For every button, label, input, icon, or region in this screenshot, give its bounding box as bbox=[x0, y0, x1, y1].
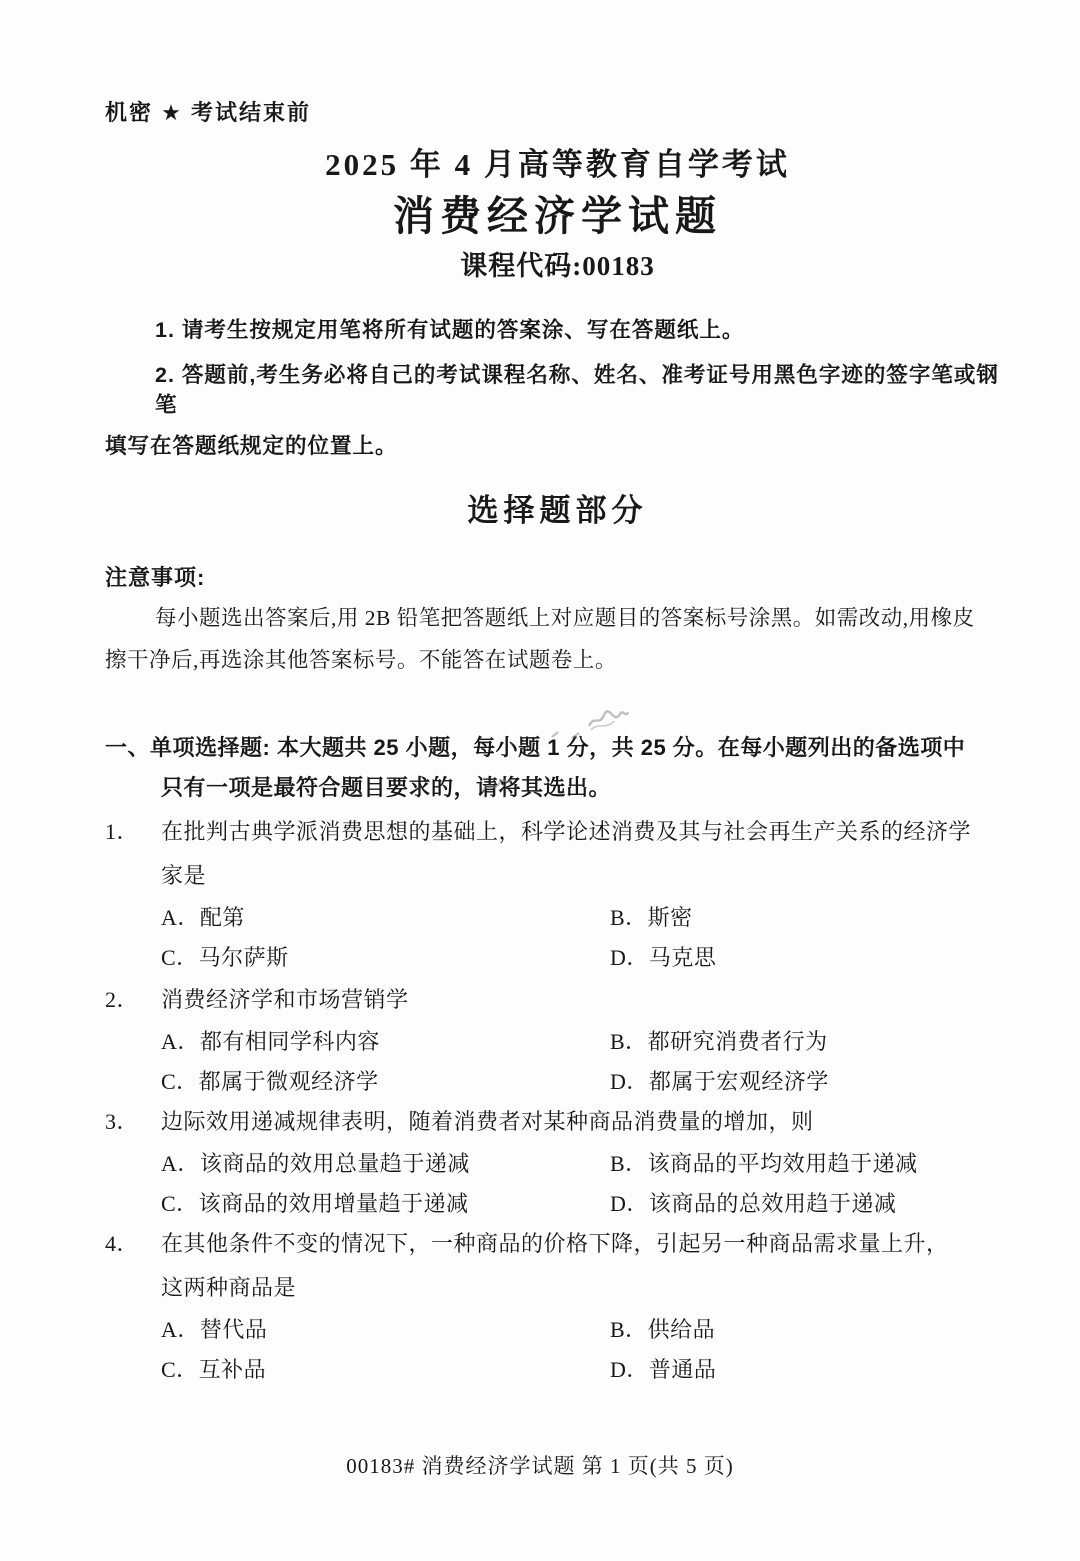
question-3-number: 3． bbox=[105, 1109, 140, 1134]
question-4-option-a: A．替代品 bbox=[161, 1317, 268, 1342]
question-1-option-c: C．马尔萨斯 bbox=[161, 945, 289, 970]
exam-session-title: 2025 年 4 月高等教育自学考试 bbox=[325, 147, 790, 182]
question-3 bbox=[105, 1107, 1010, 1219]
question-2-number: 2． bbox=[105, 987, 140, 1012]
question-3-option-a: A．该商品的效用总量趋于递减 bbox=[161, 1151, 470, 1176]
instruction-item-2-line1: 2. 答题前,考生务必将自己的考试课程名称、姓名、准考证号用黑色字迹的签字笔或钢笔 bbox=[155, 363, 999, 417]
notes-line-2: 擦干净后,再选涂其他答案标号。不能答在试题卷上。 bbox=[105, 648, 617, 672]
question-1-stem-line1: 在批判古典学派消费思想的基础上，科学论述消费及其与社会再生产关系的经济学 bbox=[161, 819, 972, 844]
question-4-stem-line1: 在其他条件不变的情况下，一种商品的价格下降，引起另一种商品需求量上升， bbox=[161, 1231, 949, 1256]
question-1-option-d: D．马克思 bbox=[610, 945, 717, 970]
question-3-option-d: D．该商品的总效用趋于递减 bbox=[610, 1191, 897, 1216]
question-4-option-c: C．互补品 bbox=[161, 1357, 267, 1382]
question-4-options bbox=[161, 1315, 1010, 1385]
exam-title: 消费经济学试题 bbox=[393, 193, 722, 239]
question-2 bbox=[105, 985, 1010, 1097]
question-2-option-c: C．都属于微观经济学 bbox=[161, 1069, 379, 1094]
question-2-stem-line1: 消费经济学和市场营销学 bbox=[161, 987, 409, 1012]
question-3-stem bbox=[161, 1107, 1010, 1137]
question-4-option-b: B．供给品 bbox=[610, 1317, 716, 1342]
question-4 bbox=[105, 1229, 1010, 1385]
security-label: 机密 ★ 考试结束前 bbox=[105, 100, 311, 125]
part-one-heading-line2: 只有一项是最符合题目要求的，请将其选出。 bbox=[161, 775, 612, 800]
part-one-heading bbox=[105, 733, 1010, 803]
question-4-stem bbox=[161, 1229, 1010, 1303]
question-1-stem bbox=[161, 817, 1010, 891]
question-3-options bbox=[161, 1149, 1010, 1219]
question-2-options bbox=[161, 1027, 1010, 1097]
page-footer: 00183# 消费经济学试题 第 1 页(共 5 页) bbox=[346, 1454, 734, 1478]
part-one-heading-line1: 一、单项选择题: 本大题共 25 小题，每小题 1 分，共 25 分。在每小题列出的备选项中 bbox=[105, 735, 966, 760]
instruction-item-1: 1. 请考生按规定用笔将所有试题的答案涂、写在答题纸上。 bbox=[155, 318, 745, 342]
question-4-option-d: D．普通品 bbox=[610, 1357, 717, 1382]
question-1-option-b: B．斯密 bbox=[610, 905, 693, 930]
course-code: 课程代码:00183 bbox=[460, 251, 655, 281]
question-1-stem-line2: 家是 bbox=[161, 863, 207, 888]
question-1-options bbox=[161, 903, 1010, 973]
question-1-number: 1． bbox=[105, 819, 140, 844]
question-4-number: 4． bbox=[105, 1231, 140, 1256]
question-2-stem bbox=[161, 985, 1010, 1015]
question-2-option-d: D．都属于宏观经济学 bbox=[610, 1069, 829, 1094]
question-4-stem-line2: 这两种商品是 bbox=[161, 1275, 297, 1300]
question-2-option-a: A．都有相同学科内容 bbox=[161, 1029, 380, 1054]
question-2-option-b: B．都研究消费者行为 bbox=[610, 1029, 828, 1054]
question-1-option-a: A．配第 bbox=[161, 905, 245, 930]
question-3-option-b: B．该商品的平均效用趋于递减 bbox=[610, 1151, 918, 1176]
question-1 bbox=[105, 817, 1010, 973]
question-3-stem-line1: 边际效用递减规律表明，随着消费者对某种商品消费量的增加，则 bbox=[161, 1109, 814, 1134]
notes-heading: 注意事项: bbox=[105, 565, 206, 590]
instruction-item-2-line2: 填写在答题纸规定的位置上。 bbox=[105, 434, 398, 458]
section-title: 选择题部分 bbox=[467, 493, 648, 528]
notes-line-1: 每小题选出答案后,用 2B 铅笔把答题纸上对应题目的答案标号涂黑。如需改动,用橡皮 bbox=[155, 606, 975, 630]
question-3-option-c: C．该商品的效用增量趋于递减 bbox=[161, 1191, 469, 1216]
